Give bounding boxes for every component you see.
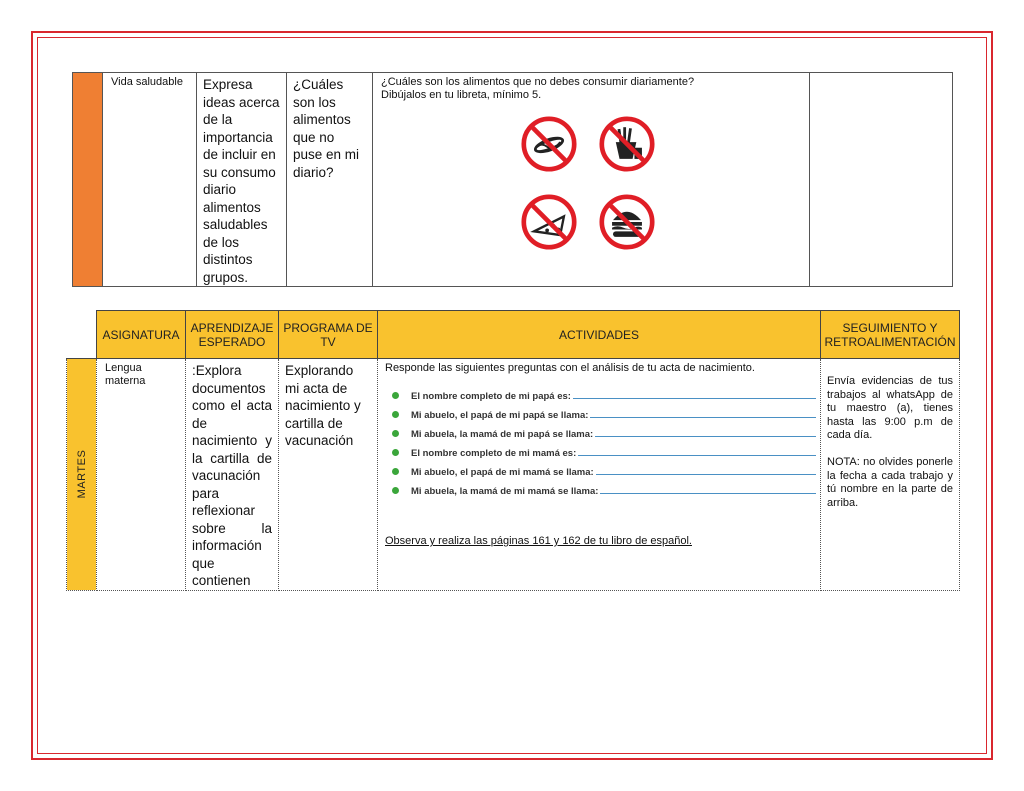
seguimiento-cell-empty (810, 73, 953, 287)
martes-programa-cell (279, 359, 378, 591)
seguimiento-evidencias: Envía evidencias de tus trabajos al whatsApp de tu maestro (a), tienes hasta las 9:00 p.m de cada día. (827, 375, 953, 442)
martes-actividades-cell (378, 359, 821, 591)
no-hotdog-icon (521, 116, 577, 172)
header-seguimiento (821, 311, 960, 359)
bullet-icon (392, 411, 399, 418)
bullet-icon (392, 449, 399, 456)
martes-aprendizaje-text: :Explora documentos como el acta de nacimiento y la cartilla de vacunación para reflexionar sobre la información que contienen (192, 363, 272, 588)
forbidden-foods-icons (381, 102, 801, 252)
header-programa-text: PROGRAMA DE TV (283, 320, 373, 349)
question-text: Mi abuelo, el papá de mi papá se llama: (411, 410, 589, 421)
martes-table (66, 310, 960, 591)
header-programa (279, 311, 378, 359)
header-blank (67, 311, 97, 359)
martes-seguimiento-cell (821, 359, 960, 591)
actividades-cell (373, 73, 810, 287)
question-item (392, 459, 820, 478)
questions-list (378, 383, 820, 497)
question-item (392, 421, 820, 440)
day-label: MARTES (75, 449, 88, 499)
header-asignatura-text: ASIGNATURA (102, 327, 180, 342)
bullet-icon (392, 430, 399, 437)
answer-line (573, 397, 816, 399)
actividad-instruction: Dibújalos en tu libreta, mínimo 5. (381, 89, 542, 101)
question-text: Mi abuela, la mamá de mi mamá se llama: (411, 486, 599, 497)
no-pizza-icon (521, 194, 577, 250)
martes-asignatura-text: Lengua materna (105, 362, 146, 387)
martes-programa-text: Explorando mi acta de nacimiento y cartilla de vacunación (285, 363, 361, 448)
question-item (392, 383, 820, 402)
header-actividades (378, 311, 821, 359)
bullet-icon (392, 392, 399, 399)
observa-instruction: Observa y realiza las páginas 161 y 162 de tu libro de español. (385, 535, 692, 547)
question-item (392, 478, 820, 497)
seguimiento-nota: NOTA: no olvides ponerle la fecha a cada trabajo y tú nombre en la parte de arriba. (827, 455, 953, 509)
header-aprendizaje-text: APRENDIZAJE ESPERADO (190, 320, 274, 349)
header-actividades-text: ACTIVIDADES (558, 327, 639, 342)
top-table (72, 72, 953, 287)
header-aprendizaje (186, 311, 279, 359)
question-text: El nombre completo de mi papá es: (411, 391, 571, 402)
programa-text: ¿Cuáles son los alimentos que no puse en mi diario? (293, 77, 360, 180)
orange-day-bar (73, 73, 103, 287)
no-burger-icon (599, 194, 655, 250)
question-item (392, 402, 820, 421)
martes-asignatura-cell (97, 359, 186, 591)
programa-cell (287, 73, 373, 287)
martes-aprendizaje-cell (186, 359, 279, 591)
bullet-icon (392, 487, 399, 494)
asignatura-text: Vida saludable (111, 76, 183, 88)
header-asignatura (97, 311, 186, 359)
question-item (392, 440, 820, 459)
answer-line (578, 454, 816, 456)
aprendizaje-cell (197, 73, 287, 287)
aprendizaje-text: Expresa ideas acerca de la importancia de incluir en su consumo diario alimentos saludables de los distintos grupos. (203, 77, 280, 285)
answer-line (596, 473, 816, 475)
answer-line (595, 435, 816, 437)
asignatura-cell (103, 73, 197, 287)
question-text: Mi abuelo, el papá de mi mamá se llama: (411, 467, 594, 478)
day-cell (67, 359, 97, 591)
questions-intro: Responde las siguientes preguntas con el análisis de tu acta de nacimiento. (385, 362, 755, 374)
bullet-icon (392, 468, 399, 475)
answer-line (590, 416, 816, 418)
no-fries-icon (599, 116, 655, 172)
actividad-question: ¿Cuáles son los alimentos que no debes consumir diariamente? (381, 76, 695, 88)
answer-line (600, 492, 816, 494)
header-seguimiento-text: SEGUIMIENTO Y RETROALIMENTACIÓN (824, 320, 956, 349)
question-text: El nombre completo de mi mamá es: (411, 448, 577, 459)
question-text: Mi abuela, la mamá de mi papá se llama: (411, 429, 594, 440)
